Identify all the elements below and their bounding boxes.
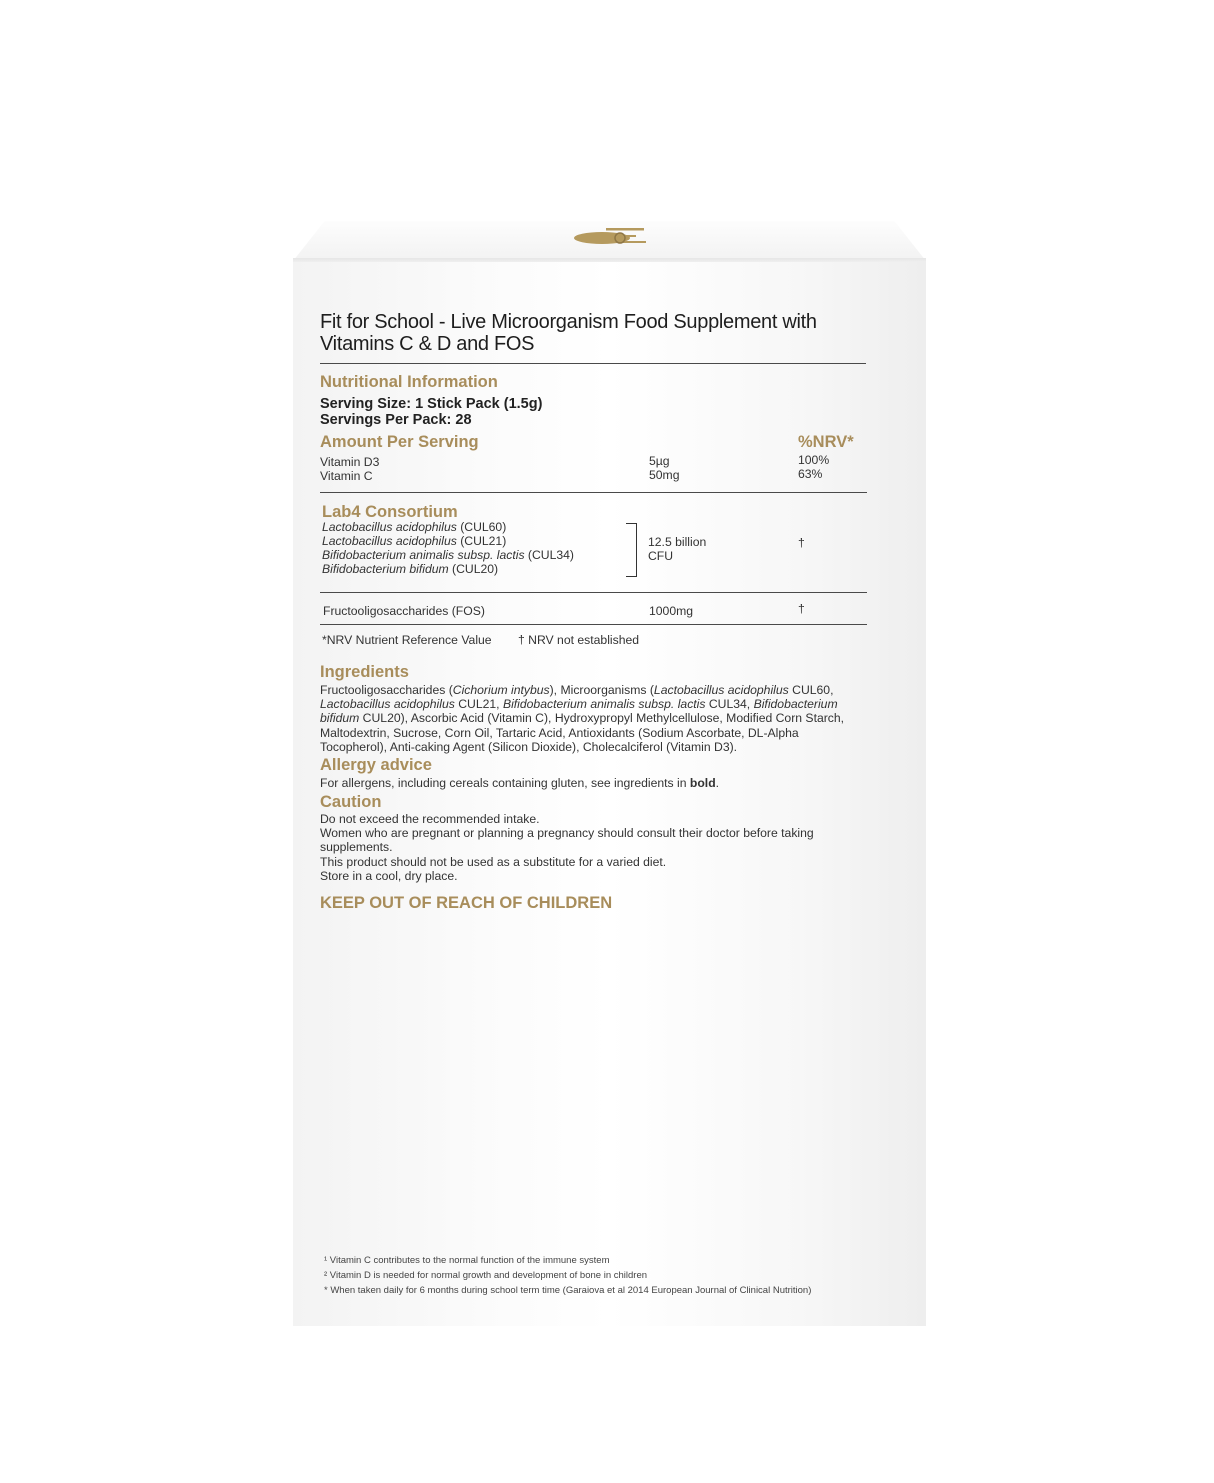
nutrition-heading: Nutritional Information: [320, 373, 498, 391]
nrv-footnote: *NRV Nutrient Reference Value: [322, 633, 492, 647]
keep-out-of-reach-warning: KEEP OUT OF REACH OF CHILDREN: [320, 894, 613, 912]
brand-logo: [572, 226, 652, 248]
divider: [320, 492, 867, 493]
footnote-1: ¹ Vitamin C contributes to the normal function of the immune system: [324, 1255, 610, 1266]
ingredients-text: Fructooligosaccharides (Cichorium intybus), Microorganisms (Lactobacillus acidophilus CUL60, Lactobacillus acidophilus CUL21, Bifidobacterium animalis subsp. lactis CUL34, Bifidobacterium bifidum CUL20), Ascorbic Acid (Vitamin C), Hydroxypropyl Methylcellulose, Modified Corn Starch, Maltodextrin, Sucrose, Corn Oil, Tartaric Acid, Antioxidants (Sodium Ascorbate, DL-Alpha Tocopherol), Anti-caking Agent (Silicon Dioxide), Cholecalciferol (Vitamin D3).: [320, 683, 845, 754]
ingredients-heading: Ingredients: [320, 663, 409, 681]
strain-item: Lactobacillus acidophilus (CUL60): [322, 520, 507, 534]
product-title: Fit for School - Live Microorganism Food Supplement with Vitamins C & D and FOS: [320, 311, 817, 355]
amount-per-serving-heading: Amount Per Serving: [320, 433, 479, 451]
fos-label: Fructooligosaccharides (FOS): [323, 604, 485, 618]
serving-size: Serving Size: 1 Stick Pack (1.5g): [320, 396, 543, 412]
consortium-nrv: †: [798, 536, 805, 550]
allergy-text: For allergens, including cereals containing gluten, see ingredients in bold.: [320, 776, 720, 790]
cfu-amount-line1: 12.5 billion: [648, 535, 707, 549]
vitamin-d3-nrv: 100%: [798, 453, 830, 467]
caution-heading: Caution: [320, 793, 382, 811]
strain-item: Bifidobacterium bifidum (CUL20): [322, 562, 499, 576]
dagger-footnote: † NRV not established: [518, 633, 640, 647]
fos-nrv: †: [798, 602, 805, 616]
servings-per-pack: Servings Per Pack: 28: [320, 412, 472, 428]
vitamin-c-nrv: 63%: [798, 467, 823, 481]
fos-amount: 1000mg: [649, 604, 694, 618]
vitamin-d3-amount: 5µg: [649, 454, 670, 468]
vitamin-d3-label: Vitamin D3: [320, 455, 380, 469]
caution-text: Do not exceed the recommended intake. Women who are pregnant or planning a pregnancy should consult their doctor before taking supplements. This product should not be used as a substitute for a varied diet. Store in a cool, dry place.: [320, 812, 814, 883]
strain-item: Bifidobacterium animalis subsp. lactis (CUL34): [322, 548, 574, 562]
nrv-heading: %NRV*: [798, 433, 854, 451]
divider: [320, 624, 867, 625]
vitamin-c-amount: 50mg: [649, 468, 680, 482]
divider: [320, 592, 867, 593]
cfu-amount-line2: CFU: [648, 549, 674, 563]
footnote-3: * When taken daily for 6 months during school term time (Garaiova et al 2014 European Journal of Clinical Nutrition): [324, 1285, 812, 1296]
divider: [320, 363, 866, 364]
vitamin-c-label: Vitamin C: [320, 469, 373, 483]
strain-bracket: [626, 523, 637, 577]
allergy-heading: Allergy advice: [320, 756, 432, 774]
footnote-2: ² Vitamin D is needed for normal growth and development of bone in children: [324, 1270, 648, 1281]
strain-item: Lactobacillus acidophilus (CUL21): [322, 534, 507, 548]
consortium-heading: Lab4 Consortium: [322, 503, 458, 521]
